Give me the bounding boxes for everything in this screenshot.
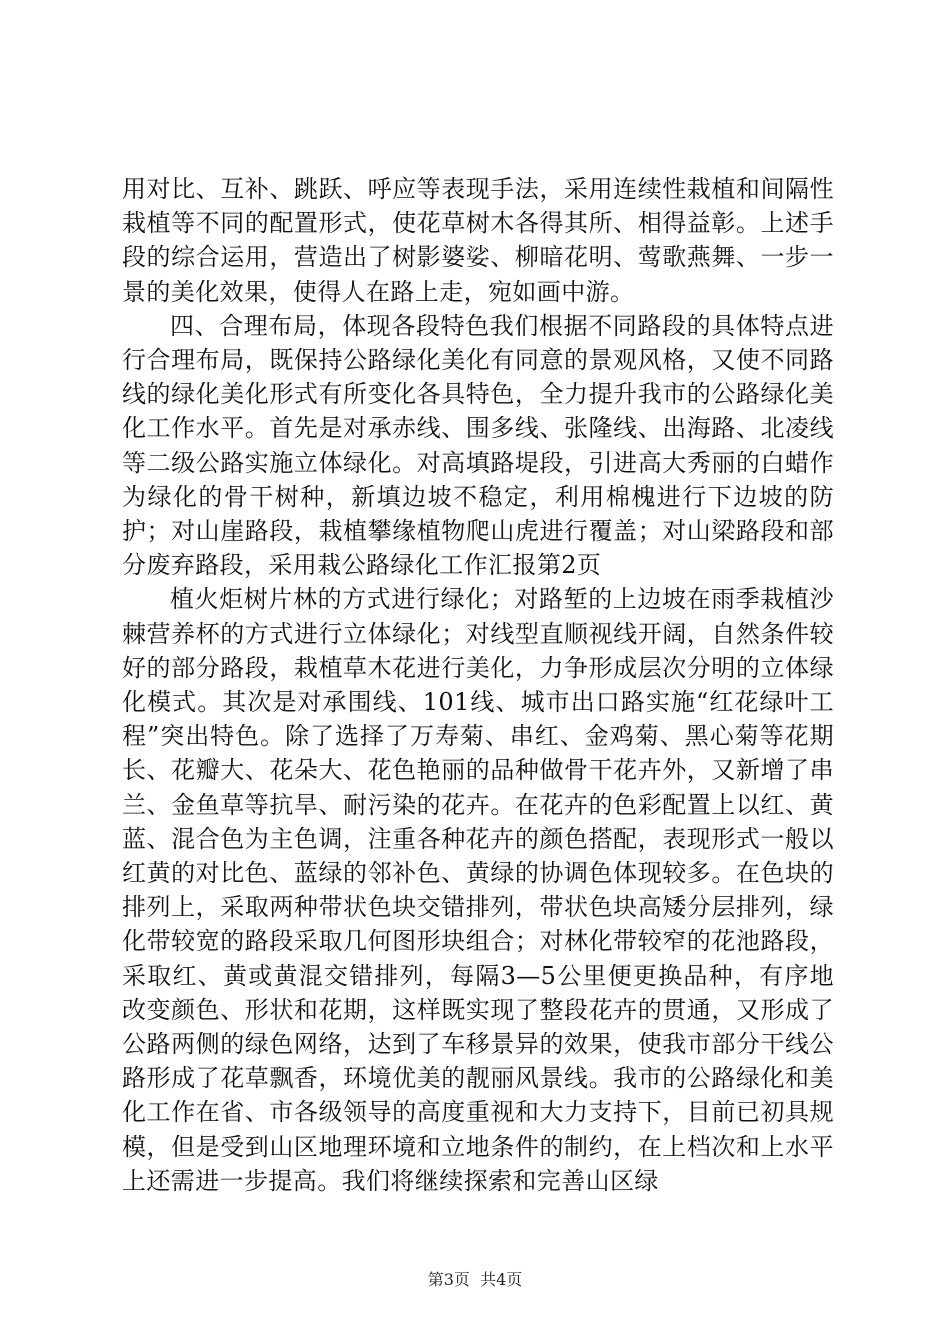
page-footer: 第3页 共4页 [427,1270,523,1289]
paragraph-continuation: 用对比、互补、跳跃、呼应等表现手法，采用连续性栽植和间隔性栽植等不同的配置形式，使花草树木各得其所、相得益彰。上述手段的综合运用，营造出了树影婆娑、柳暗花明、莺歌燕舞、一步一景的美化效果，使得人在路上走，宛如画中游。 [122,175,834,306]
paragraph-section-four: 四、合理布局，体现各段特色我们根据不同路段的具体特点进行合理布局，既保持公路绿化美化有同意的景观风格，又使不同路线的绿化美化形式有所变化各具特色，全力提升我市的公路绿化美化工作水平。首先是对承赤线、围多线、张隆线、出海路、北凌线等二级公路实施立体绿化。对高填路堤段，引进高大秀丽的白蜡作为绿化的骨干树种，新填边坡不稳定，利用棉槐进行下边坡的防护；对山崖路段，栽植攀缘植物爬山虎进行覆盖；对山梁路段和部分废弃路段，采用栽公路绿化工作汇报第2页 [122,311,834,580]
paragraph-flower-planting: 植火炬树片林的方式进行绿化；对路堑的上边坡在雨季栽植沙棘营养杯的方式进行立体绿化；对线型直顺视线开阔，自然条件较好的部分路段，栽植草木花进行美化，力争形成层次分明的立体绿化模式。其次是对承围线、101线、城市出口路实施“红花绿叶工程”突出特色。除了选择了万寿菊、串红、金鸡菊、黑心菊等花期长、花瓣大、花朵大、花色艳丽的品种做骨干花卉外，又新增了串兰、金鱼草等抗旱、耐污染的花卉。在花卉的色彩配置上以红、黄蓝、混合色为主色调，注重各种花卉的颜色搭配，表现形式一般以红黄的对比色、蓝绿的邻补色、黄绿的协调色体现较多。在色块的排列上，采取两种带状色块交错排列，带状色块高矮分层排列，绿化带较宽的路段采取几何图形块组合；对林化带较窄的花池路段，采取红、黄或黄混交错排列，每隔3—5公里便更换品种，有序地改变颜色、形状和花期，这样既实现了整段花卉的贯通，又形成了公路两侧的绿色网络，达到了车移景异的效果，使我市部分干线公路形成了花草飘香，环境优美的靓丽风景线。我市的公路绿化和美化工作在省、市各级领导的高度重视和大力支持下，目前已初具规模，但是受到山区地理环境和立地条件的制约，在上档次和上水平上还需进一步提高。我们将继续探索和完善山区绿 [122,585,834,1195]
document-body [122,172,834,1198]
